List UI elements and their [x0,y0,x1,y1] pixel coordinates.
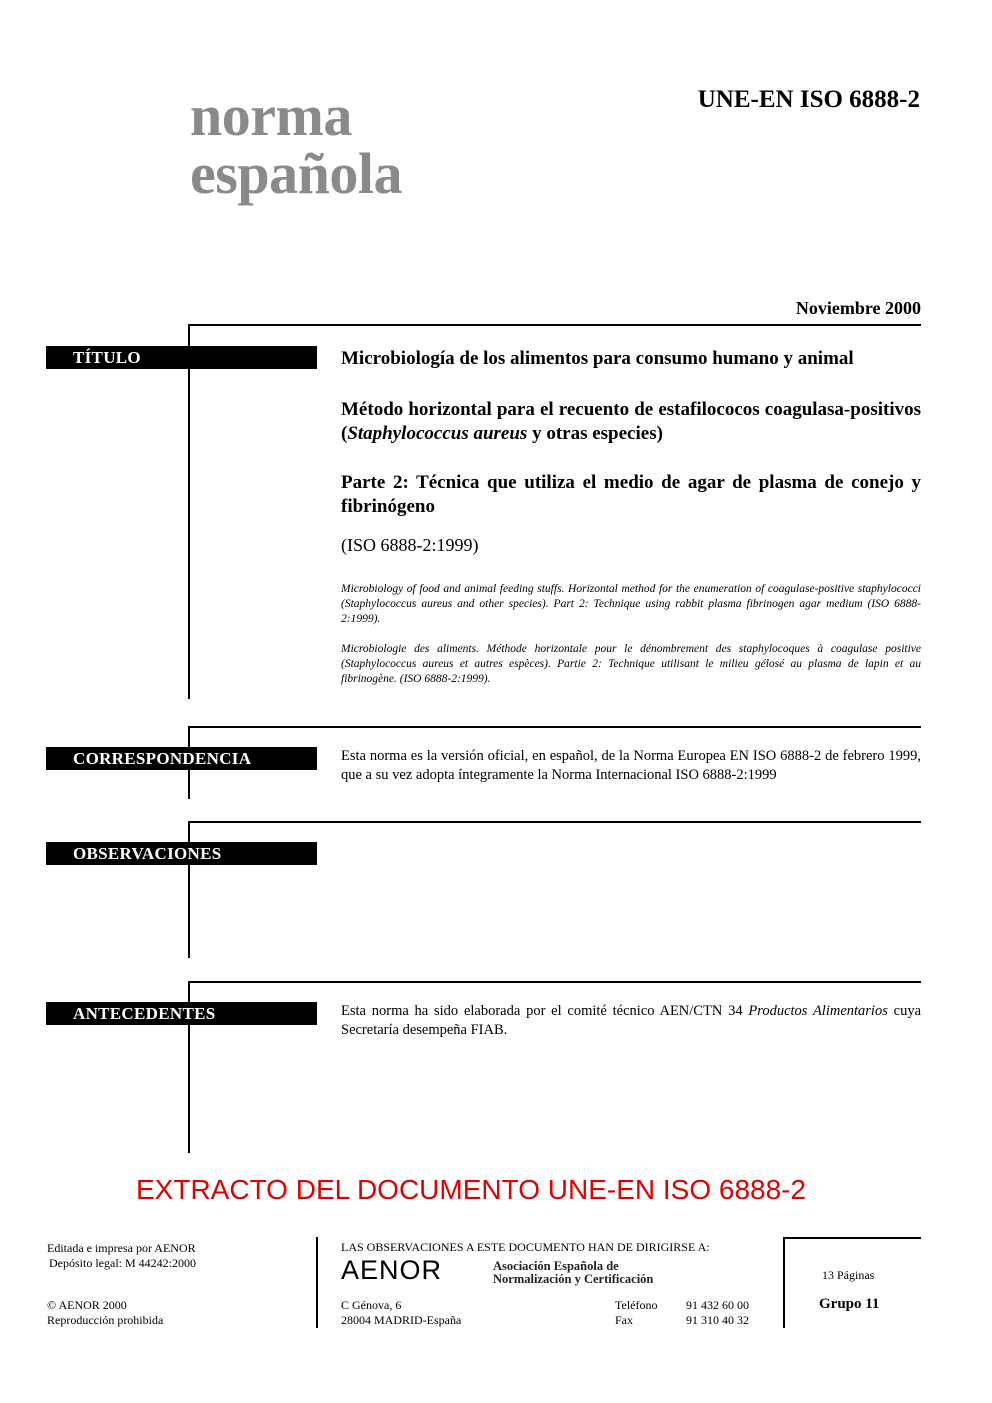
french-title: Microbiologie des aliments. Méthode horizontale pour le dénombrement des staphylocoques à coagulase positive (Staphylococcus aureus et autres espèces). Partie 2: Technique utilisant le milieu gélosé au plasma de lapin et au fibrinogène. (ISO 6888-2:1999). [341,643,921,685]
section-divider-observaciones [188,821,921,823]
footer-box-left-rule [783,1237,785,1328]
aenor-logo: AENOR [341,1255,443,1285]
standard-code: UNE-EN ISO 6888-2 [697,86,920,113]
correspondencia-text: Esta norma es la versión oficial, en español, de la Norma Europea EN ISO 6888-2 de febrero 1999, que a su vez adopta íntegramente la Norma Internacional ISO 6888-2:1999 [341,748,921,783]
norma-heading-line2: española [190,141,402,206]
antecedentes-text-a: Esta norma ha sido elaborada por el comité técnico AEN/CTN 34 [341,1003,749,1019]
title-line-main: Microbiología de los alimentos para consumo humano y animal [341,348,854,369]
footer-group: Grupo 11 [819,1296,880,1312]
footer-fax-number: 91 310 40 32 [686,1313,749,1327]
section-divider-antecedentes [188,981,921,983]
section-label-correspondencia: CORRESPONDENCIA [46,747,317,770]
extract-notice: EXTRACTO DEL DOCUMENTO UNE-EN ISO 6888-2 [136,1174,807,1205]
footer-edited-by: Editada e impresa por AENOR [47,1241,196,1255]
section-label-antecedentes: ANTECEDENTES [46,1002,317,1025]
footer-phone-number: 91 432 60 00 [686,1298,749,1312]
footer-page-count: 13 Páginas [822,1268,875,1282]
english-title: Microbiology of food and animal feeding stuffs. Horizontal method for the enumeration of coagulase-positive staphylococci (Staphylococcus aureus and other species). Part 2: Technique using rabbit plasma fibrinogen agar medium (ISO 6888-2:1999). [341,583,921,625]
footer-address-line2: 28004 MADRID-España [341,1313,462,1327]
footer-box-top-rule [783,1237,921,1239]
footer-phone-label: Teléfono [615,1298,658,1312]
title-method-text-b: y otras especies) [527,423,663,444]
assoc-name-line2: Normalización y Certificación [493,1272,654,1286]
title-method-text-a: Método horizontal para el recuento de estafilococos coagulasa-positivos ( [341,399,921,444]
section-label-observaciones: OBSERVACIONES [46,842,317,865]
norma-heading-line1: norma [190,83,352,148]
section-label-titulo: TÍTULO [46,346,317,369]
footer-reproduction: Reproducción prohibida [47,1313,164,1327]
section-divider-correspondencia [188,726,921,728]
title-line-part: Parte 2: Técnica que utiliza el medio de agar de plasma de conejo y fibrinógeno [341,472,921,517]
footer-copyright: © AENOR 2000 [47,1298,127,1312]
assoc-name-line1: Asociación Española de [493,1259,619,1273]
section-vertical-rule-titulo [188,324,190,699]
title-method-italic: Staphylococcus aureus [347,423,528,444]
footer-address-line1: C Génova, 6 [341,1298,402,1312]
title-line-method [341,398,921,446]
publication-date: Noviembre 2000 [795,298,921,318]
footer-observations-notice: LAS OBSERVACIONES A ESTE DOCUMENTO HAN DE DIRIGIRSE A: [341,1240,710,1254]
footer-vertical-rule-left [316,1237,318,1328]
antecedentes-committee-name: Productos Alimentarios [748,1003,888,1019]
iso-reference: (ISO 6888-2:1999) [341,535,479,555]
footer-legal-deposit: Depósito legal: M 44242:2000 [49,1256,196,1270]
antecedentes-text-b: cuya Secretaría desempeña FIAB. [341,1003,922,1038]
footer-fax-label: Fax [615,1313,633,1327]
section-divider-titulo [188,324,921,326]
antecedentes-text [341,1002,921,1040]
